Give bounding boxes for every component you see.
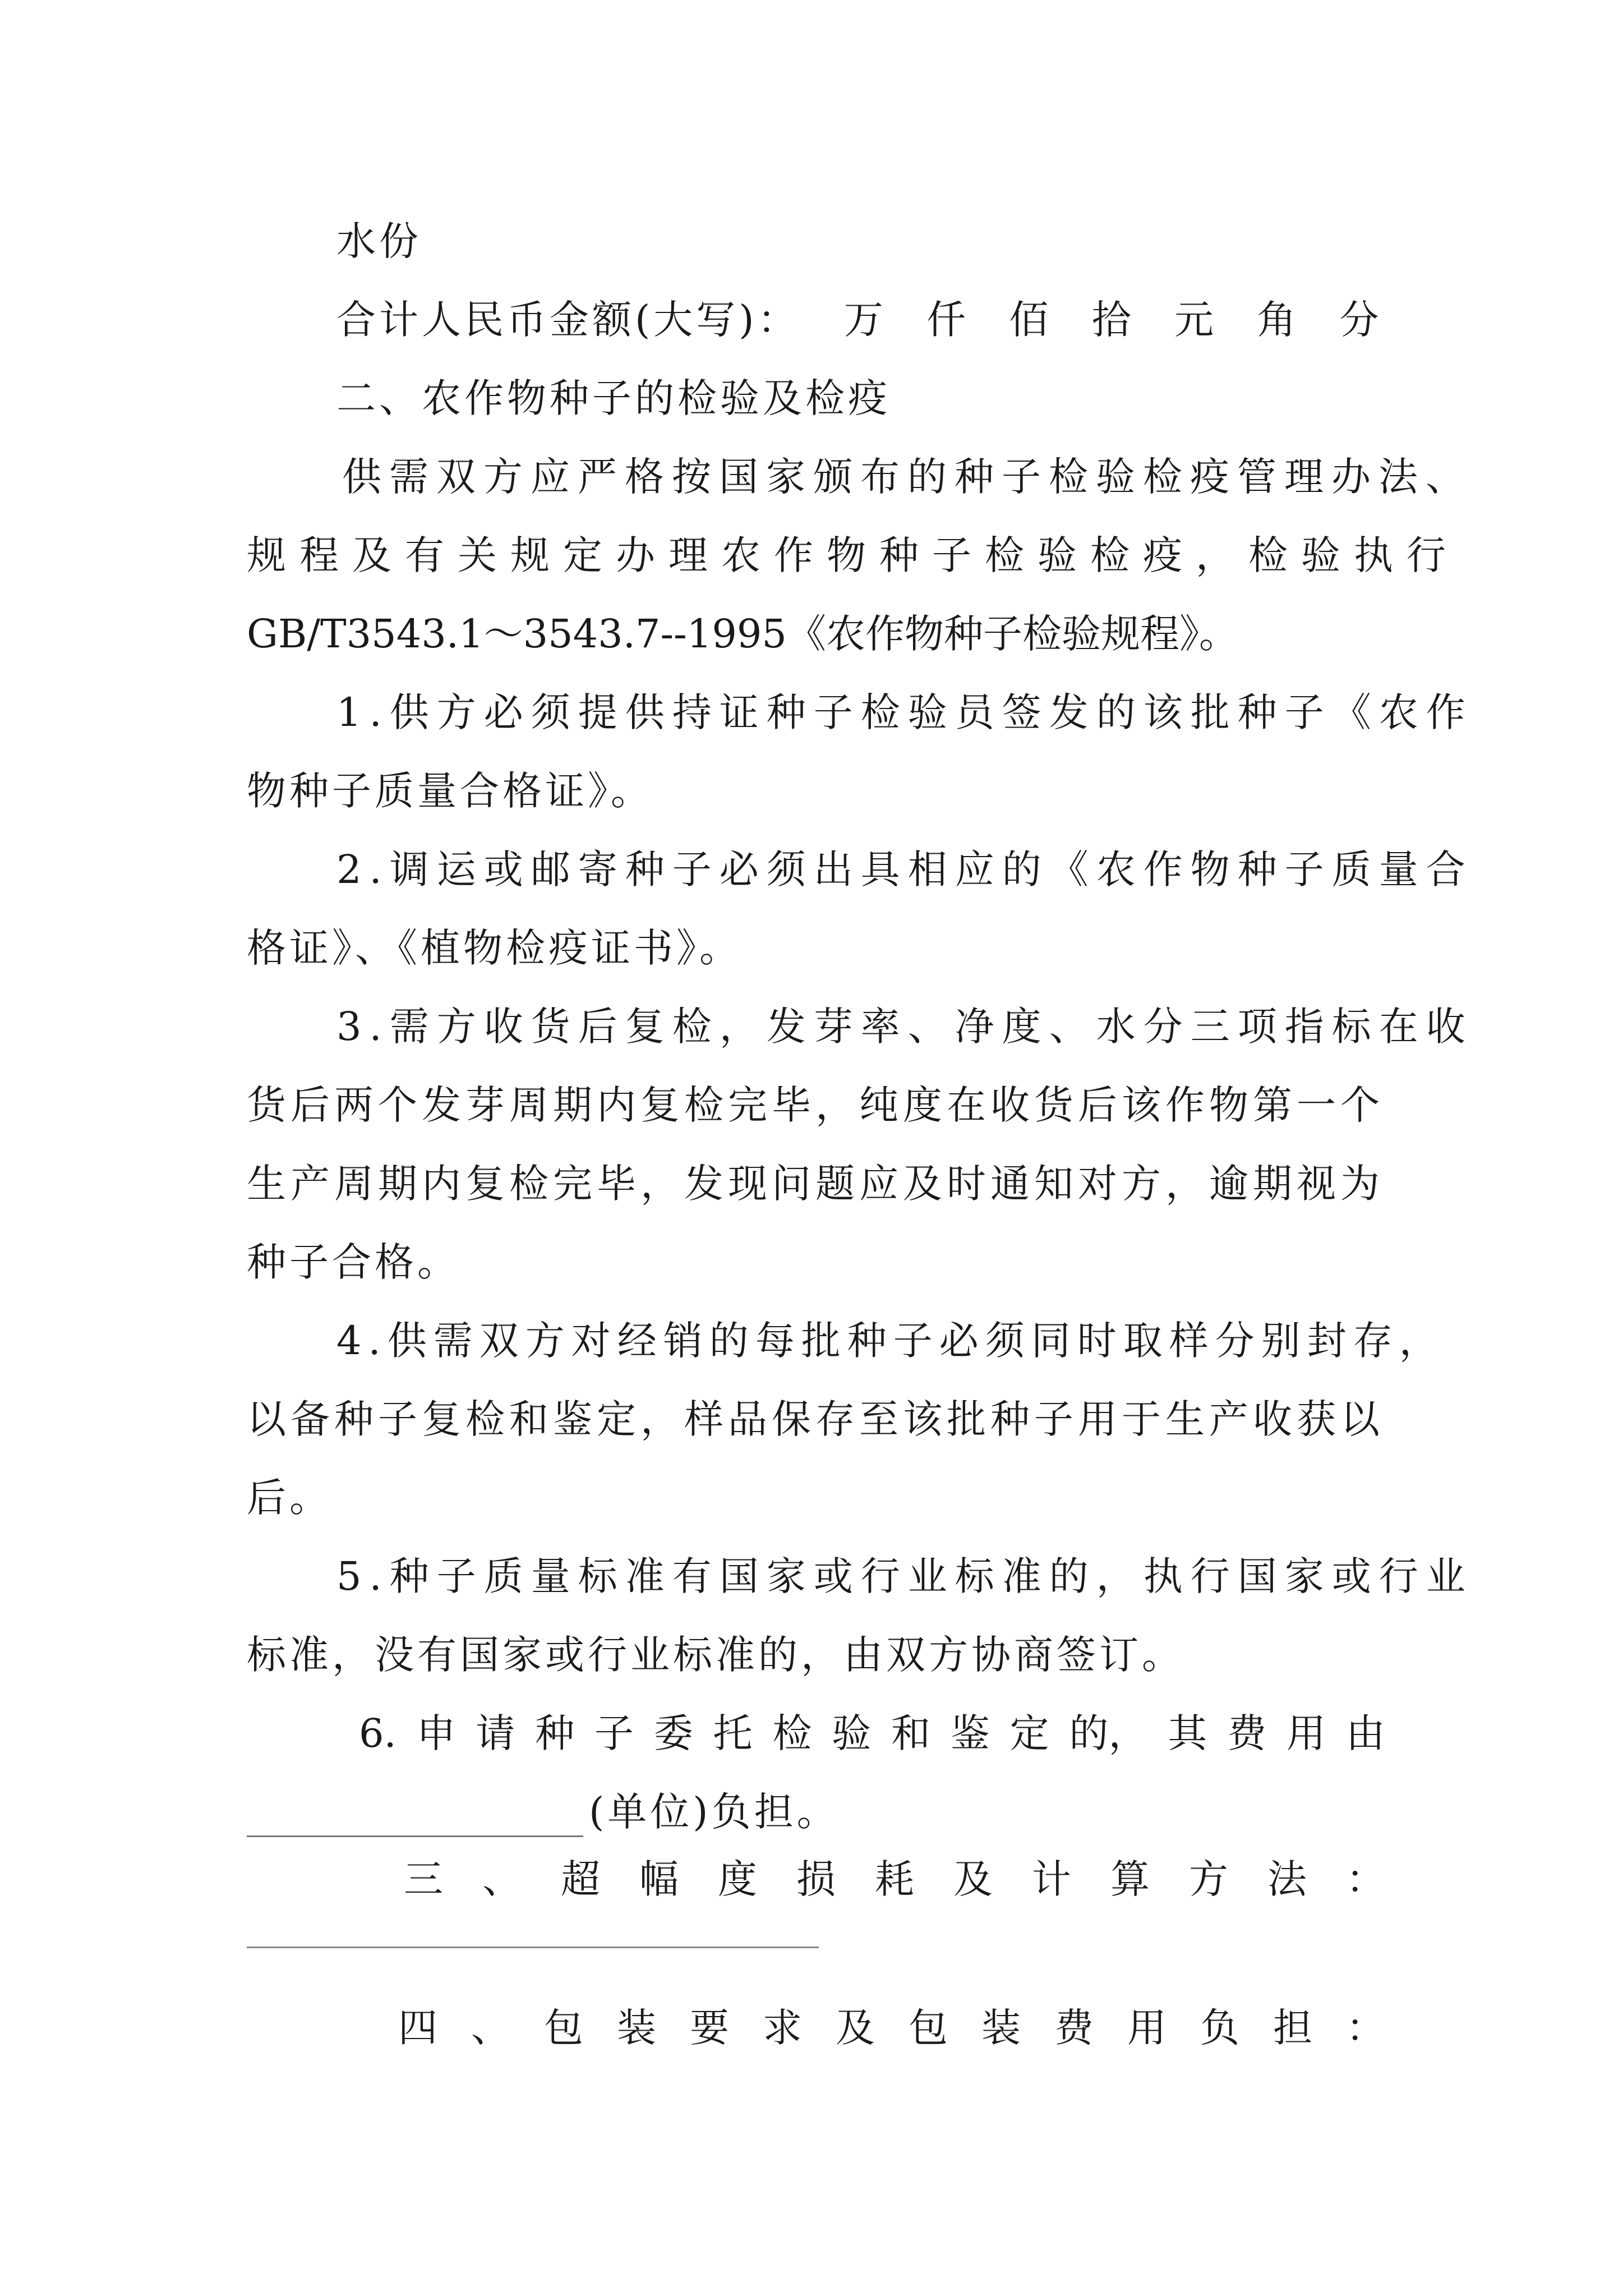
item-6-char: 用: [1286, 1710, 1326, 1756]
item-6-char: 子: [594, 1710, 634, 1756]
item-6-char: 定: [1009, 1710, 1049, 1756]
section-3-char: 算: [1110, 1856, 1150, 1902]
section-3-char: 法: [1267, 1856, 1307, 1902]
unit-fen: 分: [1339, 297, 1379, 343]
item-4-line-1: 4.供需双方对经销的每批种子必须同时取样分别封存，: [336, 1318, 1445, 1364]
total-amount-line: [336, 295, 1402, 345]
payer-blank-field[interactable]: [247, 1796, 583, 1837]
section-3-blank-line[interactable]: [247, 1947, 819, 1948]
section-4-title: [398, 2003, 1385, 2053]
section-4-char: 包: [909, 2005, 948, 2051]
section-3-char: 度: [718, 1856, 757, 1902]
water-content-line: 水份: [336, 218, 422, 264]
item-5-line-1: 5.种子质量标准有国家或行业标准的，执行国家或行业: [336, 1553, 1473, 1599]
unit-wan: 万: [843, 297, 883, 343]
unit-yuan: 元: [1174, 297, 1214, 343]
section-3-title: [404, 1854, 1385, 1904]
unit-jiao: 角: [1257, 297, 1297, 343]
section-4-char: 用: [1127, 2005, 1166, 2051]
section-4-char: 装: [617, 2005, 656, 2051]
unit-shi: 拾: [1091, 297, 1131, 343]
item-6-char: 由: [1345, 1710, 1385, 1756]
intro-line-2: 规程及有关规定办理农作物种子检验检疫，检验执行: [247, 532, 1459, 578]
section-3-char: ：: [1346, 1856, 1385, 1902]
intro-line-1: 供需双方应严格按国家颁布的种子检验检疫管理办法、: [342, 454, 1473, 500]
section-4-char: 求: [763, 2005, 802, 2051]
section-4-char: 担: [1273, 2005, 1312, 2051]
item-6-char: 申: [416, 1710, 456, 1756]
item-3-line-2: 货后两个发芽周期内复检完毕，纯度在收货后该作物第一个: [247, 1082, 1384, 1128]
section-3-char: 耗: [875, 1856, 914, 1902]
item-2-line-1: 2.调运或邮寄种子必须出具相应的《农作物种子质量合: [336, 846, 1473, 892]
section-3-char: 、: [482, 1856, 522, 1902]
item-6-char: 种: [535, 1710, 575, 1756]
item-6-line-2-text: (单位)负担。: [589, 1789, 840, 1835]
section-4-char: 及: [836, 2005, 875, 2051]
section-4-char: 四: [398, 2005, 437, 2051]
item-6-char: 其: [1168, 1710, 1207, 1756]
item-3-line-1: 3.需方收货后复检，发芽率、净度、水分三项指标在收: [336, 1004, 1473, 1050]
unit-qian: 仟: [926, 297, 966, 343]
item-6-char: 6.: [359, 1710, 396, 1756]
section-3-char: 超: [561, 1856, 600, 1902]
item-6-char: 检: [772, 1710, 812, 1756]
item-5-line-2: 标准，没有国家或行业标准的，由双方协商签订。: [247, 1632, 1184, 1678]
section-4-char: 装: [981, 2005, 1021, 2051]
section-3-char: 损: [796, 1856, 836, 1902]
section-4-char: 、: [471, 2005, 510, 2051]
total-amount-label: 合计人民币金额(大写)：: [336, 297, 800, 343]
item-2-line-2: 格证》、《植物检疫证书》。: [247, 925, 742, 971]
item-1-line-2: 物种子质量合格证》。: [247, 768, 653, 814]
item-6-char: 鉴: [950, 1710, 990, 1756]
section-3-char: 计: [1032, 1856, 1071, 1902]
item-6-char: 费: [1227, 1710, 1267, 1756]
item-6-char: 请: [476, 1710, 515, 1756]
item-6-line-1: [359, 1708, 1385, 1759]
item-6-char: 委: [653, 1710, 693, 1756]
item-6-char: 托: [713, 1710, 753, 1756]
section-3-char: 方: [1189, 1856, 1228, 1902]
item-4-line-2: 以备种子复检和鉴定，样品保存至该批种子用于生产收获以: [247, 1396, 1384, 1442]
section-4-char: 包: [544, 2005, 583, 2051]
section-4-char: ：: [1346, 2005, 1385, 2051]
item-6-char: 和: [891, 1710, 931, 1756]
item-6-char: 验: [832, 1710, 872, 1756]
section-3-char: 幅: [639, 1856, 679, 1902]
section-2-title: 二、农作物种子的检验及检疫: [336, 375, 891, 421]
item-4-line-3: 后。: [247, 1475, 332, 1521]
item-6-line-2: [247, 1787, 1385, 1837]
section-3-char: 三: [404, 1856, 443, 1902]
item-3-line-3: 生产周期内复检完毕，发现问题应及时通知对方，逾期视为: [247, 1161, 1384, 1207]
section-4-char: 要: [690, 2005, 729, 2051]
section-3-char: 及: [953, 1856, 993, 1902]
item-1-line-1: 1.供方必须提供持证种子检验员签发的该批种子《农作: [336, 689, 1473, 735]
item-6-char: 的，: [1069, 1710, 1148, 1756]
unit-bai: 佰: [1009, 297, 1049, 343]
item-3-line-4: 种子合格。: [247, 1239, 460, 1285]
intro-line-3: GB/T3543.1～3543.7--1995《农作物种子检验规程》。: [247, 611, 1238, 657]
section-4-char: 费: [1054, 2005, 1094, 2051]
section-4-char: 负: [1200, 2005, 1239, 2051]
